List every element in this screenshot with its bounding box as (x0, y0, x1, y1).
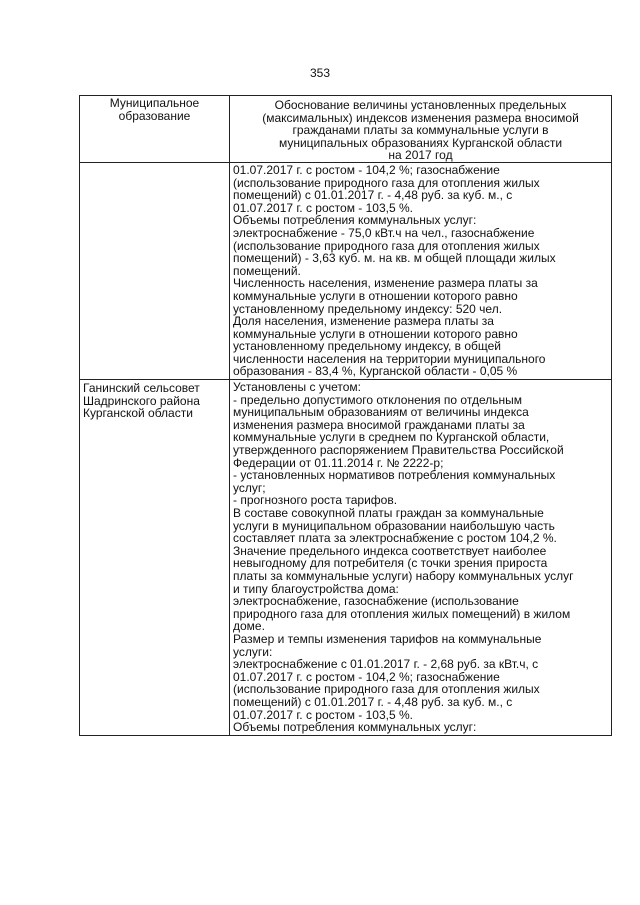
text-line: и типу благоустройства дома: (233, 581, 399, 596)
text-line: муниципальным образованиям от величины индекса (233, 405, 529, 420)
text-line: Значение предельного индекса соответствует наиболее (233, 543, 547, 558)
text-line: помещений. (233, 263, 301, 278)
text-line: коммунальные услуги в среднем по Курганской области, (233, 430, 550, 445)
text-line: Шадринского района (83, 393, 200, 408)
text-line: платы за коммунальные услуги) набору коммунальных услуг (233, 568, 574, 583)
text-line: коммунальные услуги в отношении которого равно (233, 326, 518, 341)
text-line: коммунальные услуги в отношении которого равно (233, 288, 518, 303)
text-line: Федерации от 01.11.2014 г. № 2222-р; (233, 455, 444, 470)
text-line: В составе совокупной платы граждан за коммунальные (233, 506, 544, 520)
text-line: образования - 83,4 %, Курганской области - 0,05 % (233, 364, 518, 379)
text-line: 01.07.2017 г. с ростом - 104,2 %; газоснабжение (233, 669, 500, 684)
text-line: установленному предельному индексу: 520 чел. (233, 301, 503, 316)
text-line: доме. (233, 619, 265, 634)
municipality-cell (80, 380, 230, 736)
text-line: электроснабжение - 75,0 кВт.ч на чел., газоснабжение (233, 225, 535, 240)
table-row (80, 380, 612, 736)
header-municipality (80, 96, 230, 163)
text-line: Размер и темпы изменения тарифов на коммунальные (233, 631, 542, 646)
text-line: - предельно допустимого отклонения по отдельным (233, 392, 522, 407)
text-line: (использование природного газа для отопления жилых (233, 682, 540, 697)
text-line: помещений) с 01.01.2017 г. - 4,48 руб. за куб. м., с (233, 188, 513, 203)
header-line: (максимальных) индексов изменения размера вносимой (262, 110, 579, 125)
text-line: - установленных нормативов потребления коммунальных (233, 468, 556, 483)
header-line: гражданами платы за коммунальные услуги в (292, 123, 549, 138)
text-line: Численность населения, изменение размера платы за (233, 276, 538, 291)
header-line: Муниципальное (109, 96, 200, 110)
header-line: на 2017 год (388, 148, 453, 163)
text-line: Объемы потребления коммунальных услуг: (233, 213, 477, 228)
text-line: услуги: (233, 644, 273, 659)
header-line: Обоснование величины установленных предельных (274, 98, 567, 112)
text-line: Курганской области (83, 406, 193, 421)
justification-table (79, 95, 612, 736)
table-row (80, 162, 612, 379)
text-line: (использование природного газа для отопления жилых (233, 175, 540, 190)
text-line: помещений) с 01.01.2017 г. - 4,48 руб. за куб. м., с (233, 694, 513, 709)
text-line: - прогнозного роста тарифов. (233, 493, 398, 508)
content-cell (230, 380, 612, 736)
table-header-row (80, 96, 612, 163)
text-line: Доля населения, изменение размера платы за (233, 314, 494, 329)
text-line: 01.07.2017 г. с ростом - 103,5 %. (233, 200, 413, 215)
municipality-cell (80, 162, 230, 379)
text-line: услуги в муниципальном образовании наибольшую часть (233, 518, 555, 533)
text-line: утвержденного распоряжением Правительства Российской (233, 443, 564, 458)
text-line: природного газа для отопления жилых помещений) в жилом (233, 606, 571, 621)
header-line: муниципальных образованиях Курганской области (278, 135, 563, 150)
text-line: электроснабжение, газоснабжение (использование (233, 594, 519, 609)
page-number: 353 (309, 66, 331, 80)
text-line: установленному предельному индексу, в общей (233, 339, 501, 354)
text-line: 01.07.2017 г. с ростом - 103,5 %. (233, 707, 413, 722)
header-justification (230, 96, 612, 163)
header-line: образование (118, 108, 191, 123)
content-cell (230, 162, 612, 379)
text-line: (использование природного газа для отопления жилых (233, 238, 540, 253)
text-line: помещений) - 3,63 куб. м. на кв. м общей площади жилых (233, 251, 556, 266)
text-line: численности населения на территории муниципального (233, 351, 546, 366)
text-line: электроснабжение с 01.01.2017 г. - 2,68 руб. за кВт.ч, с (233, 657, 539, 672)
text-line: 01.07.2017 г. с ростом - 104,2 %; газоснабжение (233, 162, 500, 177)
text-line: Установлены с учетом: (233, 380, 361, 395)
text-line: составляет плата за электроснабжение с ростом 104,2 %. (233, 531, 557, 546)
text-line: невыгодному для потребителя (с точки зрения прироста (233, 556, 548, 571)
text-line: Объемы потребления коммунальных услуг: (233, 720, 477, 735)
text-line: Ганинский сельсовет (83, 381, 200, 396)
text-line: услуг; (233, 480, 266, 495)
text-line: изменения размера вносимой гражданами платы за (233, 417, 525, 432)
